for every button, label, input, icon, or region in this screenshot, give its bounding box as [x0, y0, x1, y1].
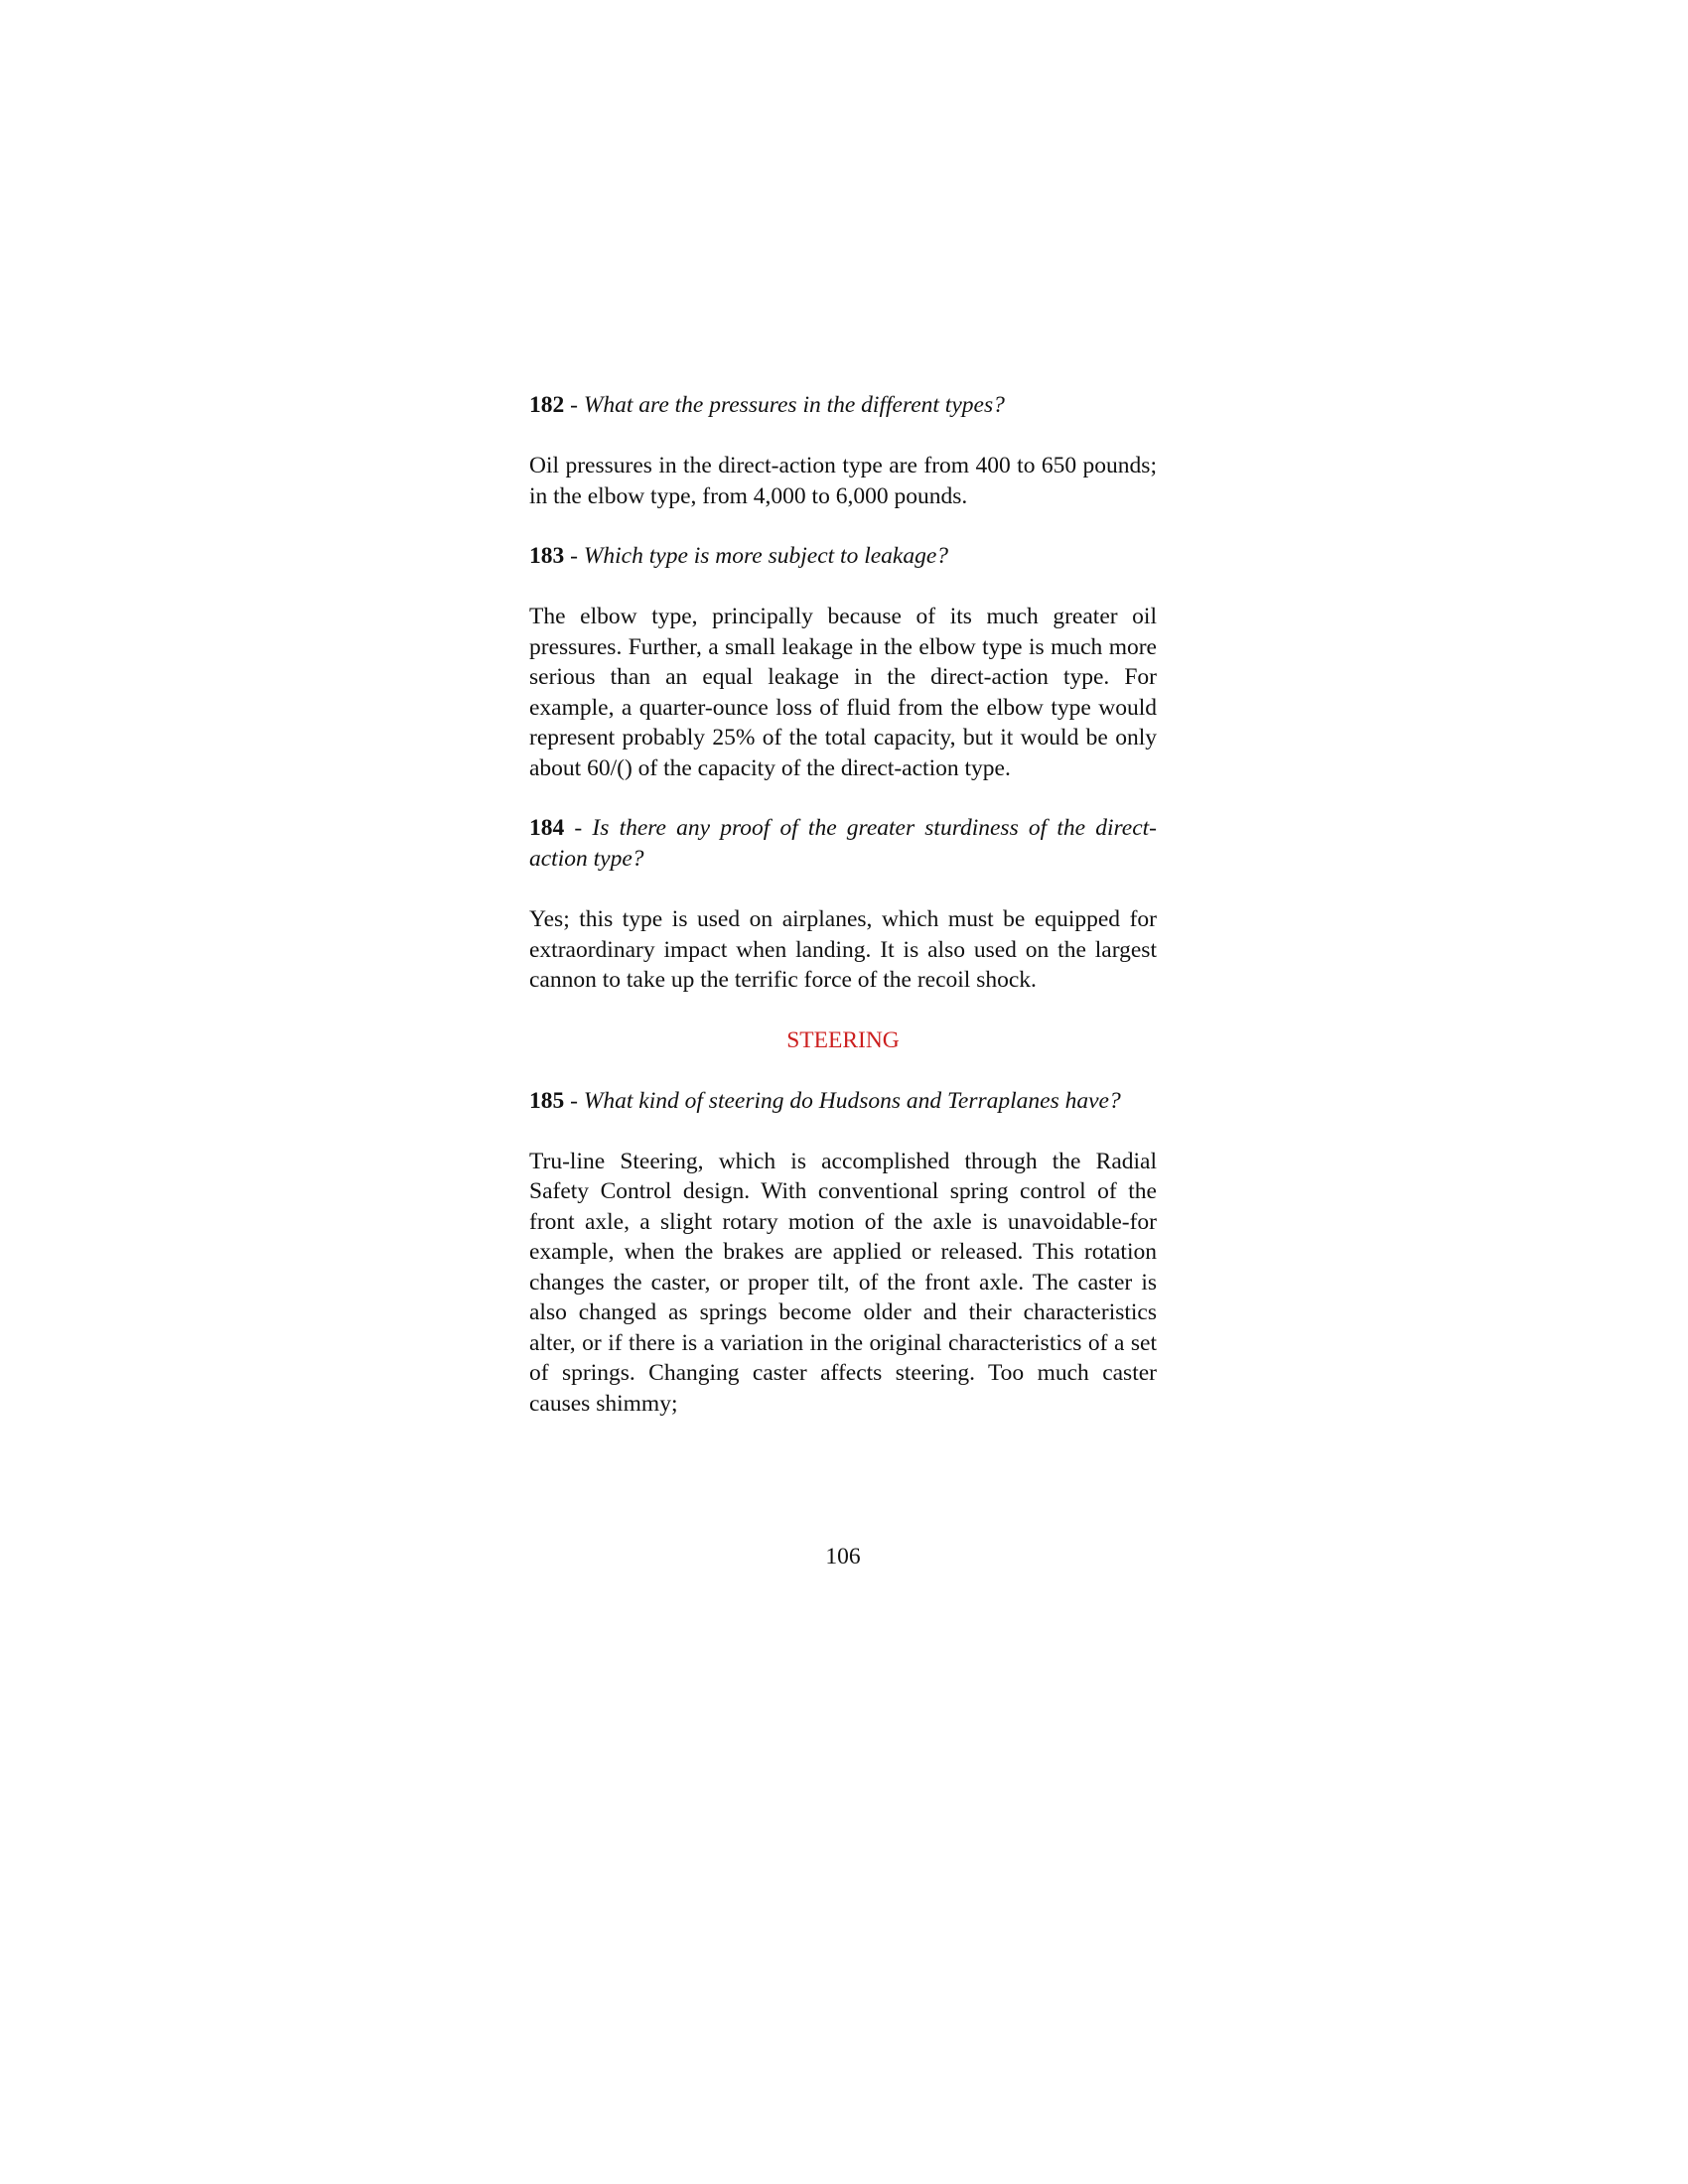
- answer-182: Oil pressures in the direct-action type are from 400 to 650 pounds; in the elbow type, from 4,000 to 6,000 pounds.: [529, 453, 1157, 509]
- question-number: 183: [529, 543, 565, 569]
- question-text: What kind of steering do Hudsons and Terraplanes have?: [583, 1087, 1121, 1114]
- question-number: 182: [529, 392, 565, 418]
- question-text: Is there any proof of the greater sturdiness of the direct-action type?: [529, 815, 1157, 872]
- question-185: [529, 1086, 1157, 1117]
- question-text: Which type is more subject to leakage?: [583, 543, 949, 569]
- question-184: [529, 813, 1157, 875]
- question-183: [529, 541, 1157, 572]
- question-separator: -: [564, 1087, 584, 1114]
- section-heading-steering: STEERING: [786, 1026, 900, 1053]
- answer-184: Yes; this type is used on airplanes, which must be equipped for extraordinary impact when landing. It is also used on the largest cannon to take up the terrific force of the recoil shock.: [529, 906, 1157, 993]
- question-number: 185: [529, 1087, 565, 1114]
- answer-185: Tru-line Steering, which is accomplished through the Radial Safety Control design. With conventional spring control of the front axle, a slight rotary motion of the axle is unavoidable-for example, when the brakes are applied or released. This rotation changes the caster, or proper tilt, of the front axle. The caster is also changed as springs become older and their characteristics alter, or if there is a variation in the original characteristics of a set of springs. Changing caster affects steering. Too much caster causes shimmy;: [529, 1148, 1157, 1417]
- page-number: 106: [825, 1544, 861, 1570]
- question-separator: -: [564, 543, 584, 569]
- answer-183: The elbow type, principally because of its much greater oil pressures. Further, a small leakage in the elbow type is much more serious than an equal leakage in the direct-action type. For example, a quarter-ounce loss of fluid from the elbow type would represent probably 25% of the total capacity, but it would be only about 60/() of the capacity of the direct-action type.: [529, 604, 1157, 781]
- question-number: 184: [529, 815, 565, 841]
- page-body: [529, 390, 1157, 1448]
- question-separator: -: [564, 815, 593, 841]
- question-text: What are the pressures in the different types?: [583, 392, 1005, 418]
- question-separator: -: [564, 392, 584, 418]
- question-182: [529, 390, 1157, 421]
